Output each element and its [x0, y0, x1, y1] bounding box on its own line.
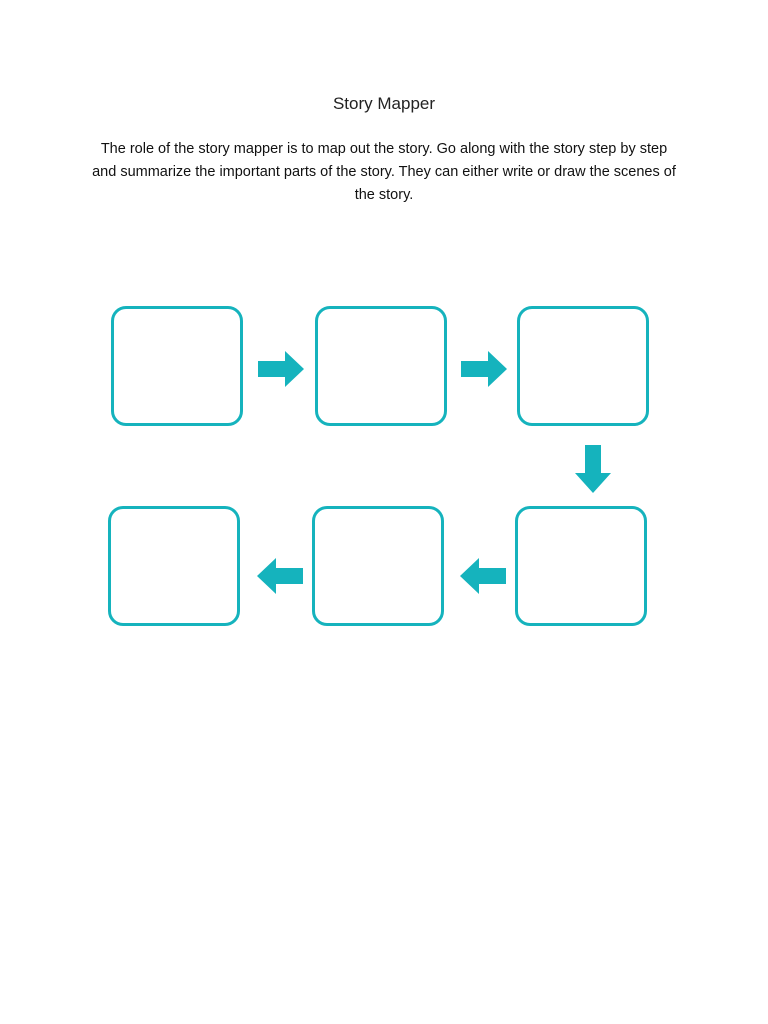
story-box-1[interactable] [111, 306, 243, 426]
arrow-left-icon [460, 558, 506, 594]
arrow-down-icon [575, 445, 611, 493]
arrow-right-icon [461, 351, 507, 387]
story-box-6[interactable] [108, 506, 240, 626]
story-box-2[interactable] [315, 306, 447, 426]
story-box-5[interactable] [312, 506, 444, 626]
story-box-3[interactable] [517, 306, 649, 426]
page-title: Story Mapper [332, 94, 436, 113]
story-box-4[interactable] [515, 506, 647, 626]
page-description: The role of the story mapper is to map out the story. Go along with the story step by step and summarize the important parts of the story. They can either write or draw the scenes of the story. [92, 141, 676, 203]
arrow-right-icon [258, 351, 304, 387]
arrow-left-icon [257, 558, 303, 594]
